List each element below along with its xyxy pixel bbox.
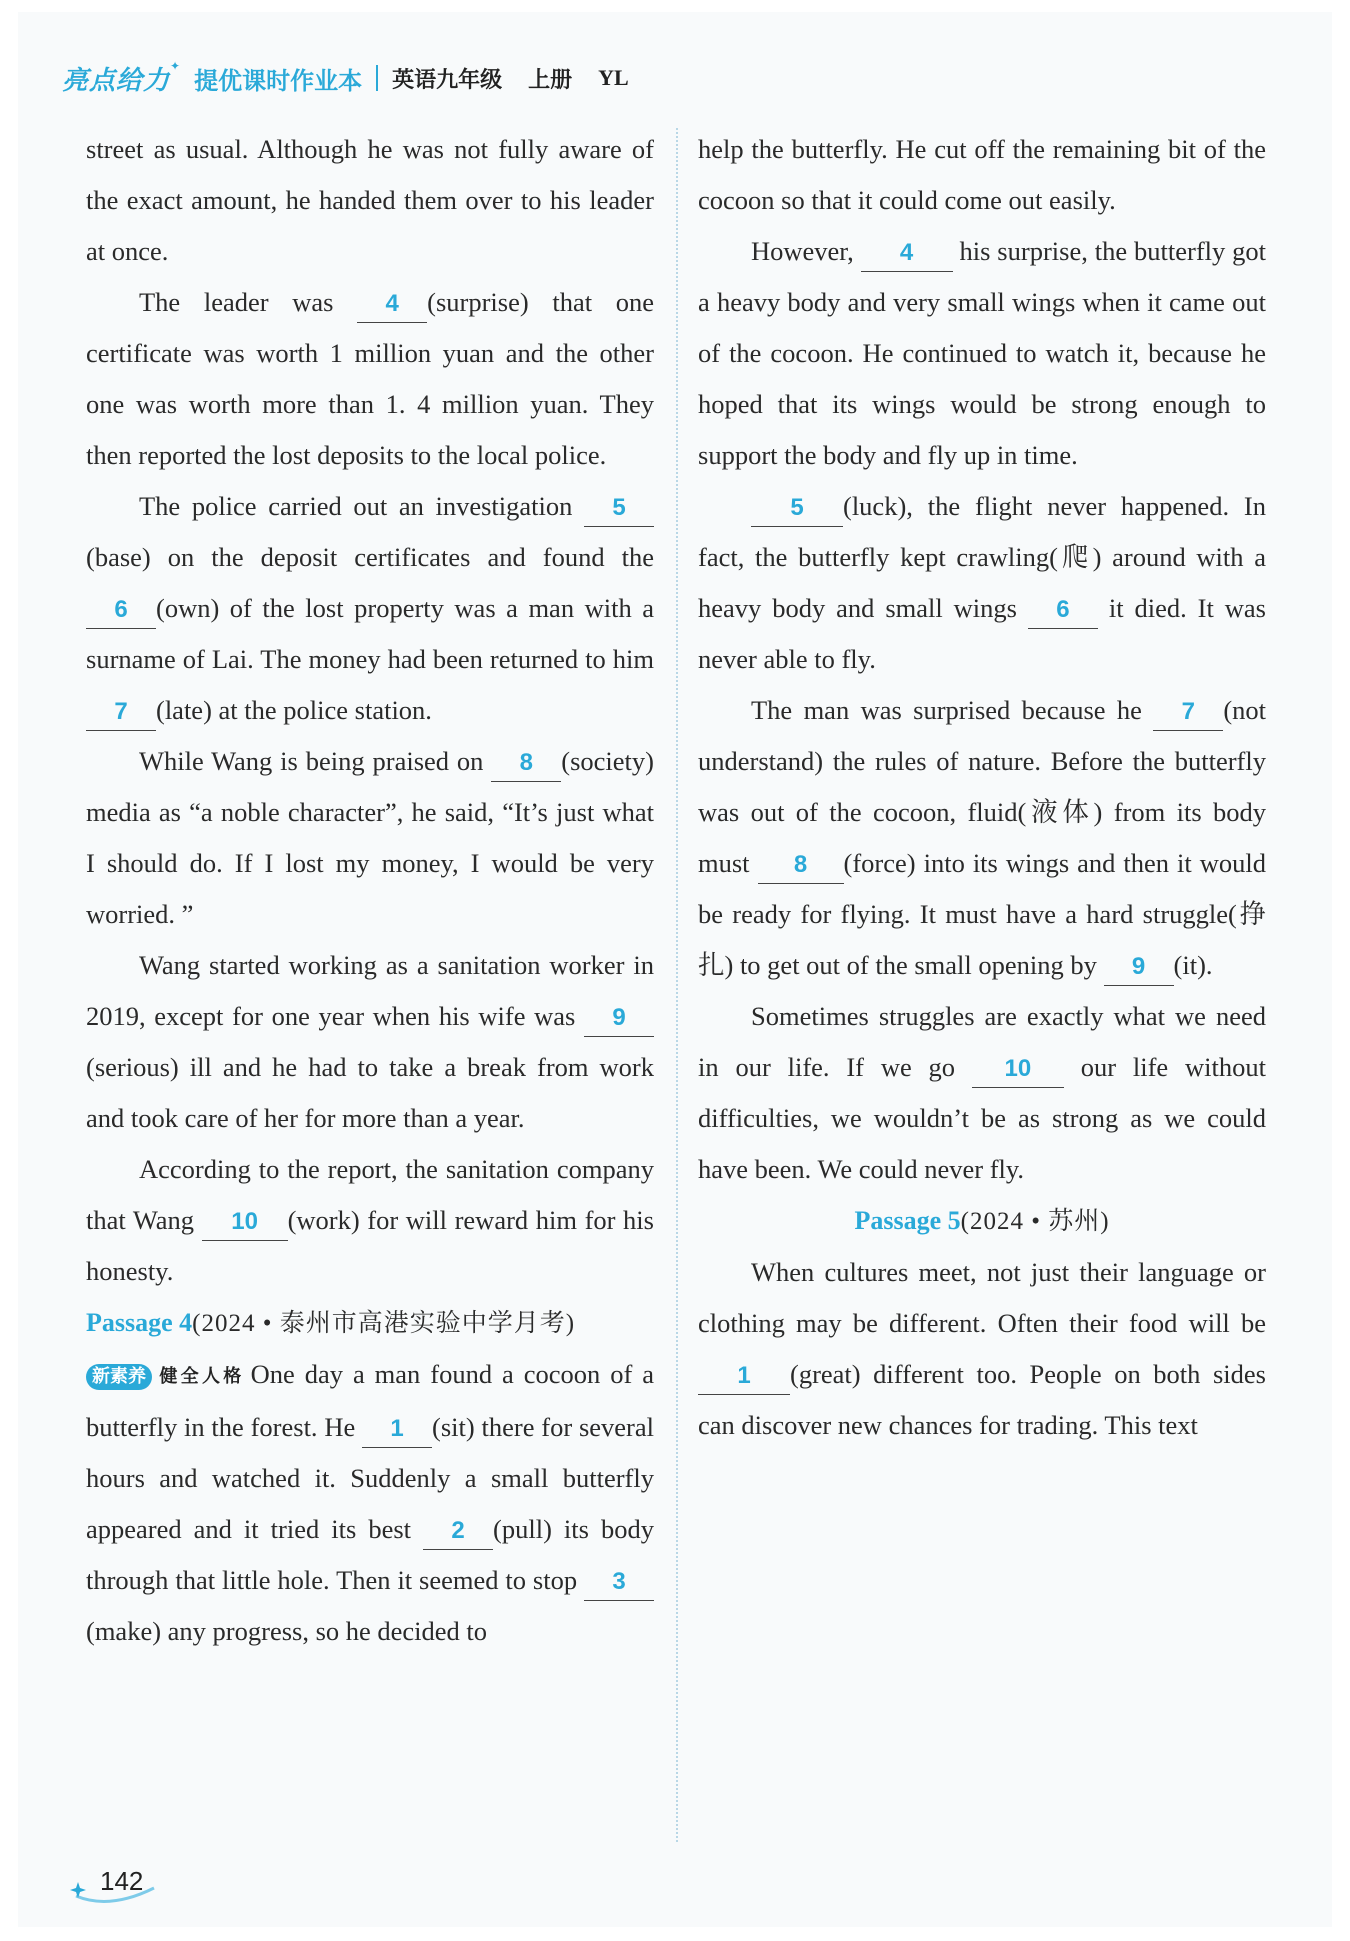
passage3-paragraph-5 xyxy=(86,940,654,1144)
passage4-paragraph-4 xyxy=(698,685,1266,991)
passage3-paragraph-2 xyxy=(86,277,654,481)
passage4-paragraph-1-cont: help the butterfly. He cut off the remaining bit of the cocoon so that it could come out easily. xyxy=(698,134,1266,215)
passage3-paragraph-3 xyxy=(86,481,654,736)
page-number: 142 xyxy=(100,1866,144,1896)
edition-label: YL xyxy=(598,65,629,90)
text-segment: According to the report, the sanitation company that Wang xyxy=(86,1154,654,1235)
column-divider xyxy=(676,128,678,1842)
page-swoosh-icon xyxy=(70,1866,160,1906)
text-segment: (late) at the police station. xyxy=(156,695,432,725)
passage5-paragraph-1 xyxy=(698,1247,1266,1451)
passage4-paragraph-3 xyxy=(698,481,1266,685)
answer-blank-7: 7 xyxy=(86,694,156,731)
page-number-area xyxy=(70,1866,143,1897)
answer-blank-p4-10: 10 xyxy=(972,1051,1064,1088)
passage4-paragraph-1 xyxy=(86,1349,654,1657)
star-icon: ✦ xyxy=(170,59,181,73)
badge-tag: 健全人格 xyxy=(156,1366,245,1388)
answer-blank-p4-9: 9 xyxy=(1104,949,1174,986)
volume-label: 上册 xyxy=(528,67,573,93)
answer-blank-p4-3: 3 xyxy=(584,1564,654,1601)
text-segment: Wang started working as a sanitation worker in 2019, except for one year when his wife was xyxy=(86,950,654,1031)
text-segment: Sometimes struggles are exactly what we need in our life. If we go xyxy=(698,1001,1266,1082)
passage5-heading xyxy=(698,1195,1266,1247)
new-literacy-badge: 新素养 xyxy=(86,1364,152,1390)
text-segment: his surprise, the butterfly got a heavy body and very small wings when it came out of the cocoon. He continued to watch it, because he hoped that its wings would be strong enough to support the body and fly up in time. xyxy=(698,236,1267,470)
text-segment: One day a man found a cocoon of a butterfly in the forest. He xyxy=(86,1359,655,1443)
text-segment: (society) media as “a noble character”, he said, “It’s just what I should do. If I lost my money, I would be very worried. ” xyxy=(86,746,654,929)
passage3-paragraph-1: street as usual. Although he was not fully aware of the exact amount, he handed them over to his leader at once. xyxy=(86,134,654,266)
text-segment: The police carried out an investigation xyxy=(139,491,584,521)
text-segment: (work) for will reward him for his honesty. xyxy=(86,1205,654,1286)
answer-blank-p4-4: 4 xyxy=(861,235,953,272)
answer-blank-9: 9 xyxy=(584,1000,654,1037)
passage3-paragraph-4 xyxy=(86,736,654,940)
right-column xyxy=(698,124,1266,1451)
text-segment: (serious) ill and he had to take a break from work and took care of her for more than a year. xyxy=(86,1052,654,1133)
text-segment: (great) different too. People on both sides can discover new chances for trading. This text xyxy=(698,1359,1266,1440)
passage3-paragraph-6 xyxy=(86,1144,654,1297)
subject-label: 英语九年级 xyxy=(392,67,503,93)
answer-blank-p4-7: 7 xyxy=(1153,694,1223,731)
text-segment: (not understand) the rules of nature. Before the butterfly was out of the cocoon, fluid(液体) from its body must xyxy=(698,695,1266,878)
passage4-title: Passage 4 xyxy=(86,1308,193,1337)
passage5-source: (2024 • 苏州) xyxy=(960,1208,1110,1235)
page-header xyxy=(62,52,629,104)
answer-blank-p4-1: 1 xyxy=(362,1411,432,1448)
passage4-source: (2024 • 泰州市高港实验中学月考) xyxy=(192,1310,576,1337)
text-segment: it died. It was never able to fly. xyxy=(698,593,1266,674)
answer-blank-6: 6 xyxy=(86,592,156,629)
text-segment: (surprise) that one certificate was worth 1 million yuan and the other one was worth more than 1. 4 million yuan. They then reported the lost deposits to the local police. xyxy=(86,287,654,470)
answer-blank-8: 8 xyxy=(491,745,561,782)
text-segment: (it). xyxy=(1173,950,1213,980)
text-segment: (make) any progress, so he decided to xyxy=(86,1616,488,1647)
answer-blank-10: 10 xyxy=(202,1204,288,1241)
answer-blank-p4-5: 5 xyxy=(751,490,843,527)
text-segment: (luck), the flight never happened. In fact, the butterfly kept crawling(爬) around with a heavy body and small wings xyxy=(698,491,1266,623)
text-segment: (pull) its body through that little hole. Then it seemed to stop xyxy=(86,1514,654,1596)
answer-blank-5: 5 xyxy=(584,490,654,527)
brand-logo: 亮点给力 xyxy=(62,65,171,96)
answer-blank-4: 4 xyxy=(357,286,427,323)
passage5-title: Passage 5 xyxy=(854,1206,961,1235)
text-segment: (own) of the lost property was a man with a surname of Lai. The money had been returned to him xyxy=(86,593,654,674)
series-title: 提优课时作业本 xyxy=(194,66,363,95)
passage4-heading xyxy=(86,1297,654,1349)
answer-blank-p4-2: 2 xyxy=(423,1513,493,1550)
text-segment: However, xyxy=(751,236,861,266)
passage4-paragraph-2 xyxy=(698,226,1266,481)
text-segment: The man was surprised because he xyxy=(751,695,1154,725)
text-segment: When cultures meet, not just their language or clothing may be different. Often their food will be xyxy=(698,1257,1266,1338)
text-segment: our life without difficulties, we wouldn’t be as strong as we could have been. We could never fly. xyxy=(698,1052,1266,1184)
text-segment: While Wang is being praised on xyxy=(139,746,492,776)
text-segment: (force) into its wings and then it would be ready for flying. It must have a hard struggle(挣扎) to get out of the small opening by xyxy=(698,848,1266,980)
text-segment: (sit) there for several hours and watched it. Suddenly a small butterfly appeared and it tried its best xyxy=(86,1412,654,1545)
left-column xyxy=(86,124,654,1657)
text-segment: The leader was xyxy=(139,287,358,317)
answer-blank-p4-8: 8 xyxy=(758,847,844,884)
passage4-paragraph-5 xyxy=(698,991,1266,1195)
header-divider xyxy=(376,65,378,91)
answer-blank-p4-6: 6 xyxy=(1028,592,1098,629)
text-segment: (base) on the deposit certificates and found the xyxy=(86,542,654,572)
answer-blank-p5-1: 1 xyxy=(698,1358,790,1395)
